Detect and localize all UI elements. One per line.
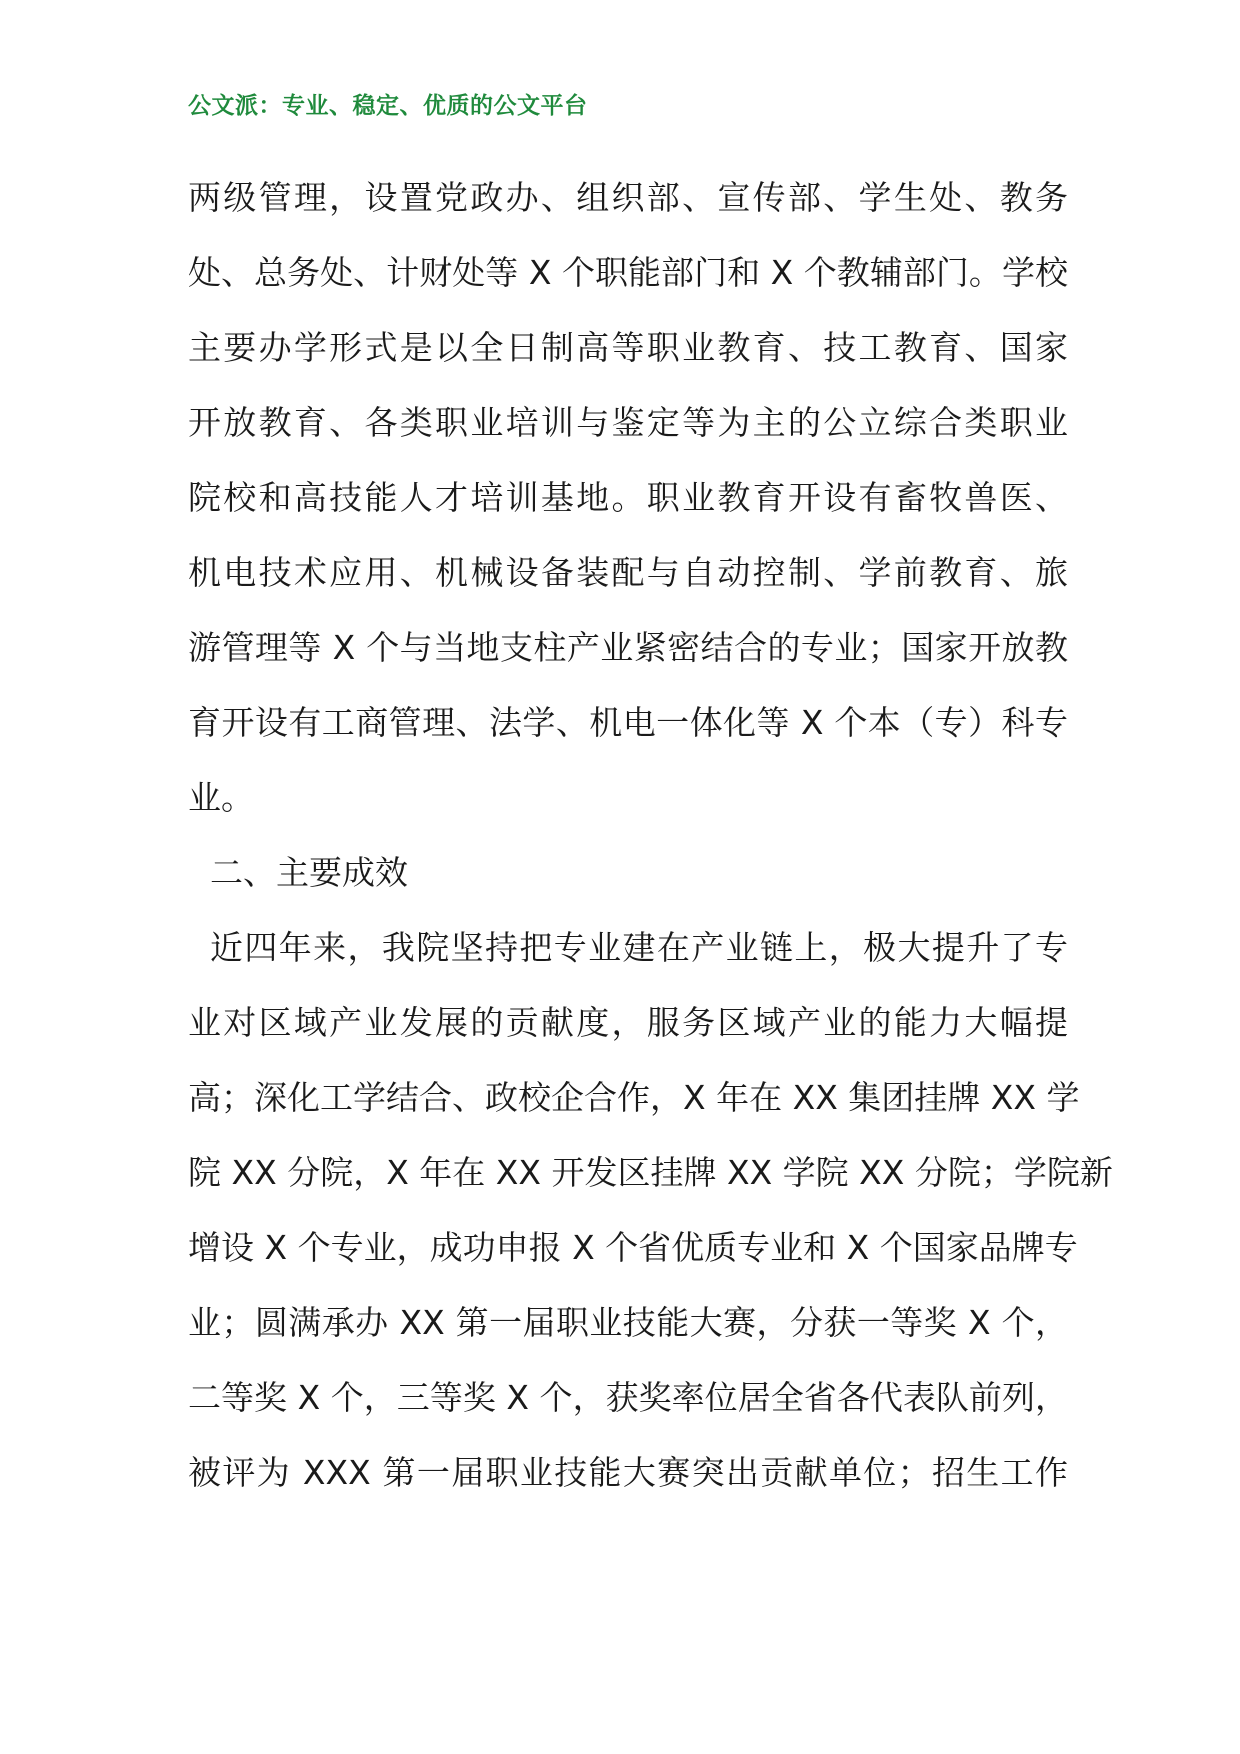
paragraph-line: 主要办学形式是以全日制高等职业教育、技工教育、国家 <box>188 328 1068 367</box>
paragraph-line: 处、总务处、计财处等 X 个职能部门和 X 个教辅部门。学校 <box>188 253 1068 292</box>
paragraph-line: 机电技术应用、机械设备装配与自动控制、学前教育、旅 <box>188 553 1068 592</box>
section-heading: 二、主要成效 <box>210 853 408 892</box>
paragraph-line: 育开设有工商管理、法学、机电一体化等 X 个本（专）科专 <box>188 703 1068 742</box>
paragraph-line: 被评为 XXX 第一届职业技能大赛突出贡献单位；招生工作 <box>188 1453 1068 1492</box>
paragraph-line: 院校和高技能人才培训基地。职业教育开设有畜牧兽医、 <box>188 478 1068 517</box>
paragraph-line: 二等奖 X 个，三等奖 X 个，获奖率位居全省各代表队前列， <box>188 1378 1068 1417</box>
paragraph-line: 游管理等 X 个与当地支柱产业紧密结合的专业；国家开放教 <box>188 628 1068 667</box>
document-body <box>188 160 1113 1510</box>
paragraph-line: 增设 X 个专业，成功申报 X 个省优质专业和 X 个国家品牌专 <box>188 1228 1078 1267</box>
paragraph-line: 开放教育、各类职业培训与鉴定等为主的公立综合类职业 <box>188 403 1068 442</box>
paragraph-line: 业对区域产业发展的贡献度，服务区域产业的能力大幅提 <box>188 1003 1068 1042</box>
paragraph-line: 高；深化工学结合、政校企合作，X 年在 XX 集团挂牌 XX 学 <box>188 1078 1080 1117</box>
paragraph-line: 院 XX 分院，X 年在 XX 开发区挂牌 XX 学院 XX 分院；学院新 <box>188 1153 1113 1192</box>
paragraph-line: 业；圆满承办 XX 第一届职业技能大赛，分获一等奖 X 个， <box>188 1303 1068 1342</box>
header-banner: 公文派：专业、稳定、优质的公文平台 <box>188 92 588 119</box>
paragraph-line: 两级管理，设置党政办、组织部、宣传部、学生处、教务 <box>188 178 1068 217</box>
paragraph-line: 近四年来，我院坚持把专业建在产业链上，极大提升了专 <box>210 928 1068 967</box>
paragraph-line: 业。 <box>188 778 254 817</box>
